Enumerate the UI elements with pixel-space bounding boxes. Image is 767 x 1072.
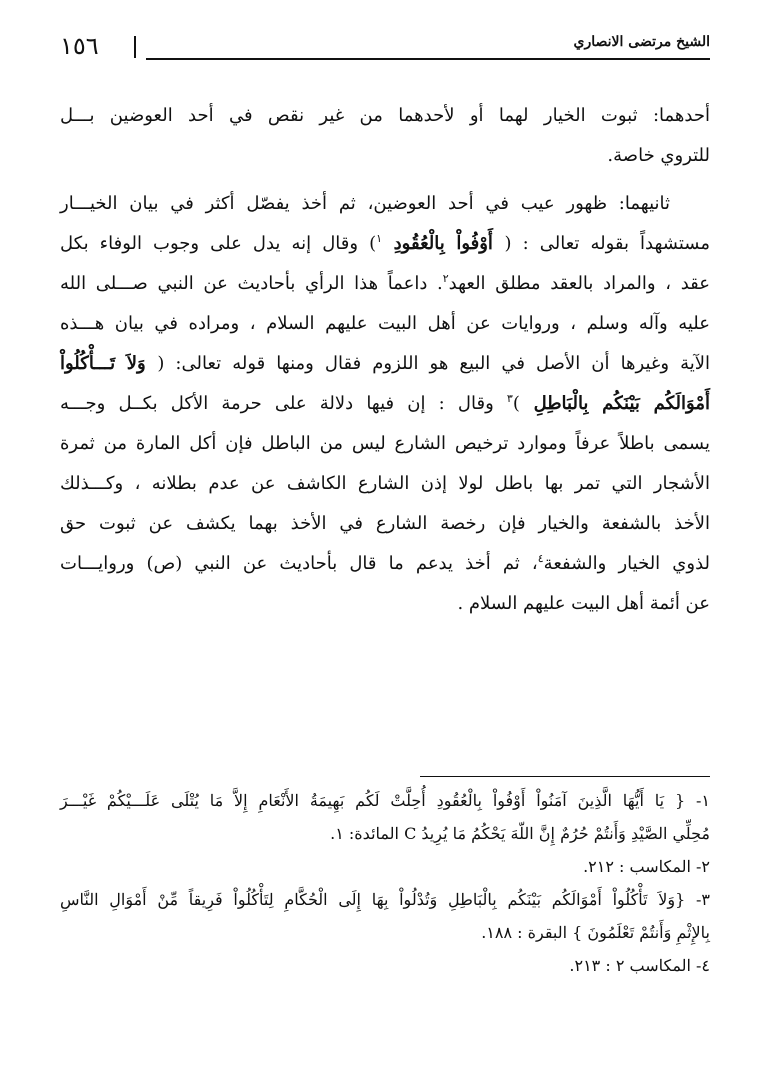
footnote-ref: ١: [376, 232, 383, 245]
header-divider: [134, 36, 136, 58]
running-head: الشيخ مرتضى الانصاري: [573, 34, 710, 50]
para2-line9: الأخذ بالشفعة والخيار فإن رخصة الشارع في الأخذ بهما يكشف عن ثبوت حق: [60, 513, 710, 534]
footnotes: [60, 784, 710, 982]
paragraph-gap: [60, 176, 710, 184]
quran-quote: أَوْفُواْ بِالْعُقُودِ: [382, 233, 505, 254]
footnote-rule: [420, 776, 710, 777]
para2-line7: يسمى باطلاً عرفاً وموارد ترخيص الشارع ليس من الباطل فإن أكل المارة من ثمرة: [60, 433, 710, 454]
para2-line4: عليه وآله وسلم ، وروايات عن أهل البيت عليهم السلام ، ومراده في بيان هـــذه: [60, 313, 710, 334]
footnote-ref: ٤: [537, 552, 544, 565]
para1-line1: أحدهما: ثبوت الخيار لهما أو لأحدهما من غير نقص في أحد العوضين بـــل: [60, 105, 710, 126]
para2-line11: عن أئمة أهل البيت عليهم السلام .: [457, 593, 710, 614]
para2-line6: أَمْوَالَكُم بَيْنَكُم بِالْبَاطِلِ )$^٣$ وقال : إن فيها دلالة على حرمة الأكل بكــل وجـــه: [60, 392, 710, 414]
footnote-1-line1: ١- { يَا أَيُّهَا الَّذِينَ آمَنُواْ أَوْفُواْ بِالْعُقُودِ أُحِلَّتْ لَكُم بَهِيمَةُ الأَنْعَامِ إِلاَّ مَا يُتْلَى عَلَـــيْكُمْ غَيْـــرَ: [60, 791, 710, 810]
para1-line2: للتروي خاصة.: [607, 145, 710, 166]
footnote-1-line2: مُحِلِّي الصَّيْدِ وَأَنتُمْ حُرُمٌ إِنَّ اللّهَ يَحْكُمُ مَا يُرِيدُ C المائدة: ١.: [330, 824, 710, 843]
para2-line10: لذوي الخيار والشفعة$^٤$، ثم أخذ يدعم ما قال بأحاديث عن النبي (ص) وروايـــات: [60, 552, 711, 574]
main-text: [60, 96, 710, 624]
footnote-3-line1: ٣- {وَلاَ تَأْكُلُواْ أَمْوَالَكُم بَيْنَكُم بِالْبَاطِلِ وَتُدْلُواْ بِهَا إِلَى الْحُكَّامِ لِتَأْكُلُواْ فَرِيقاً مِّنْ أَمْوَالِ النَّاسِ: [60, 890, 710, 909]
footnote-3-line2: بِالإِثْمِ وَأَنتُمْ تَعْلَمُونَ } البقرة : ١٨٨.: [481, 923, 710, 942]
footnote-4: ٤- المكاسب ٢ : ٢١٣.: [569, 956, 710, 975]
footnote-ref: ٣: [506, 392, 513, 405]
quran-quote: أَمْوَالَكُم بَيْنَكُم بِالْبَاطِلِ: [519, 393, 710, 414]
para2-line3: عقد ، والمراد بالعقد مطلق العهد$^٢$. داعماً هذا الرأي بأحاديث عن النبي صـــلى الله: [60, 272, 710, 294]
footnote-2: ٢- المكاسب : ٢١٢.: [583, 857, 710, 876]
page-number: ١٥٦: [60, 32, 99, 60]
para2-line5: الآية وغيرها أن الأصل في البيع هو اللزوم فقال ومنها قوله تعالى: ( وَلاَ تَـــأْكُلُواْ: [60, 353, 710, 374]
para2-line2: مستشهداً بقوله تعالى : ( أَوْفُواْ بِالْعُقُودِ $^١$) وقال إنه يدل على وجوب الوفاء بكل: [60, 232, 710, 254]
footnote-ref: ٢: [442, 272, 449, 285]
page-header: [60, 30, 710, 60]
para2-line8: الأشجار التي تمر بها باطل لولا إذن الشارع الكاشف عن عدم بطلانه ، وكـــذلك: [60, 473, 710, 494]
quran-quote: وَلاَ تَـــأْكُلُواْ: [60, 353, 158, 374]
para2-line1: ثانيهما: ظهور عيب في أحد العوضين، ثم أخذ يفصّل أكثر في بيان الخيـــار: [60, 193, 670, 214]
header-rule: [146, 58, 710, 60]
